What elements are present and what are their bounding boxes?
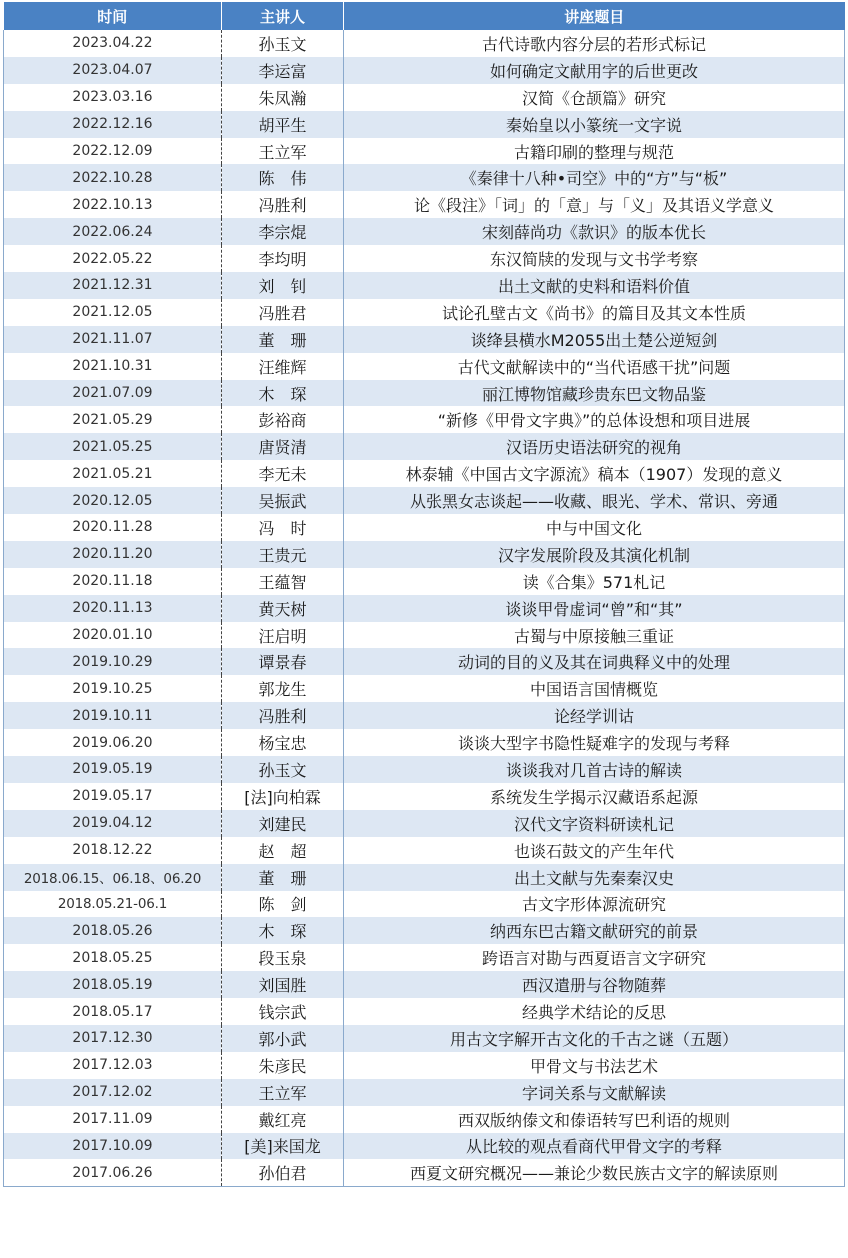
table-row — [4, 406, 845, 433]
table-row — [4, 191, 845, 218]
table-row — [4, 353, 845, 380]
table-row — [4, 514, 845, 541]
table-row — [4, 380, 845, 407]
table-row — [4, 138, 845, 165]
title-cell: 古代文献解读中的“当代语感干扰”问题 — [344, 353, 845, 380]
table-row — [4, 729, 845, 756]
date-cell: 2018.05.21-06.1 — [4, 891, 222, 918]
speaker-cell: 王贵元 — [222, 541, 344, 568]
title-cell: 谈谈大型字书隐性疑难字的发现与考释 — [344, 729, 845, 756]
title-cell: 汉字发展阶段及其演化机制 — [344, 541, 845, 568]
table-row — [4, 675, 845, 702]
title-cell: 读《合集》571札记 — [344, 568, 845, 595]
table-row — [4, 326, 845, 353]
date-cell: 2020.12.05 — [4, 487, 222, 514]
speaker-cell: 刘国胜 — [222, 971, 344, 998]
header-title: 讲座题目 — [344, 2, 845, 30]
speaker-cell: 黄天树 — [222, 595, 344, 622]
title-cell: 字词关系与文献解读 — [344, 1079, 845, 1106]
speaker-cell: 朱彦民 — [222, 1052, 344, 1079]
date-cell: 2022.10.28 — [4, 164, 222, 191]
title-cell: 也谈石鼓文的产生年代 — [344, 837, 845, 864]
title-cell: 西夏文研究概况——兼论少数民族古文字的解读原则 — [344, 1159, 845, 1186]
table-row — [4, 622, 845, 649]
title-cell: 西汉遣册与谷物随葬 — [344, 971, 845, 998]
speaker-cell: 谭景春 — [222, 648, 344, 675]
date-cell: 2022.12.09 — [4, 138, 222, 165]
title-cell: 论《段注》「词」的「意」与「义」及其语义学意义 — [344, 191, 845, 218]
date-cell: 2021.12.05 — [4, 299, 222, 326]
speaker-cell: 李均明 — [222, 245, 344, 272]
date-cell: 2017.10.09 — [4, 1133, 222, 1160]
header-speaker: 主讲人 — [222, 2, 344, 30]
date-cell: 2018.12.22 — [4, 837, 222, 864]
table-row — [4, 1106, 845, 1133]
title-cell: 汉简《仓颉篇》研究 — [344, 84, 845, 111]
title-cell: 古文字形体源流研究 — [344, 891, 845, 918]
title-cell: 林泰辅《中国古文字源流》稿本（1907）发现的意义 — [344, 460, 845, 487]
speaker-cell: 王蕴智 — [222, 568, 344, 595]
date-cell: 2019.05.19 — [4, 756, 222, 783]
date-cell: 2022.06.24 — [4, 218, 222, 245]
speaker-cell: 汪维辉 — [222, 353, 344, 380]
title-cell: 论经学训诂 — [344, 702, 845, 729]
date-cell: 2018.05.17 — [4, 998, 222, 1025]
title-cell: 宋刻薛尚功《款识》的版本优长 — [344, 218, 845, 245]
date-cell: 2022.12.16 — [4, 111, 222, 138]
speaker-cell: 王立军 — [222, 138, 344, 165]
title-cell: 纳西东巴古籍文献研究的前景 — [344, 917, 845, 944]
speaker-cell: 钱宗武 — [222, 998, 344, 1025]
title-cell: 西双版纳傣文和傣语转写巴利语的规则 — [344, 1106, 845, 1133]
table-row — [4, 541, 845, 568]
title-cell: 出土文献与先秦秦汉史 — [344, 864, 845, 891]
title-cell: 跨语言对勘与西夏语言文字研究 — [344, 944, 845, 971]
table-row — [4, 1025, 845, 1052]
date-cell: 2017.12.30 — [4, 1025, 222, 1052]
title-cell: 如何确定文献用字的后世更改 — [344, 57, 845, 84]
table-row — [4, 272, 845, 299]
speaker-cell: 唐贤清 — [222, 433, 344, 460]
title-cell: 从张黑女志谈起——收藏、眼光、学术、常识、旁通 — [344, 487, 845, 514]
speaker-cell: 陈 剑 — [222, 891, 344, 918]
table-row — [4, 1133, 845, 1160]
table-row — [4, 84, 845, 111]
speaker-cell: 木 琛 — [222, 380, 344, 407]
date-cell: 2017.06.26 — [4, 1159, 222, 1186]
table-row — [4, 648, 845, 675]
speaker-cell: 冯胜利 — [222, 702, 344, 729]
date-cell: 2022.05.22 — [4, 245, 222, 272]
date-cell: 2018.05.26 — [4, 917, 222, 944]
speaker-cell: 冯 时 — [222, 514, 344, 541]
title-cell: 甲骨文与书法艺术 — [344, 1052, 845, 1079]
speaker-cell: 李无未 — [222, 460, 344, 487]
table-row — [4, 944, 845, 971]
title-cell: 古籍印刷的整理与规范 — [344, 138, 845, 165]
date-cell: 2021.11.07 — [4, 326, 222, 353]
table-row — [4, 245, 845, 272]
table-row — [4, 864, 845, 891]
title-cell: 从比较的观点看商代甲骨文字的考释 — [344, 1133, 845, 1160]
speaker-cell: [法]向柏霖 — [222, 783, 344, 810]
date-cell: 2019.05.17 — [4, 783, 222, 810]
speaker-cell: 木 琛 — [222, 917, 344, 944]
title-cell: “新修《甲骨文字典》”的总体设想和项目进展 — [344, 406, 845, 433]
speaker-cell: 朱凤瀚 — [222, 84, 344, 111]
title-cell: 谈绛县横水M2055出土楚公逆短剑 — [344, 326, 845, 353]
speaker-cell: 冯胜利 — [222, 191, 344, 218]
title-cell: 用古文字解开古文化的千古之谜（五题） — [344, 1025, 845, 1052]
date-cell: 2020.11.13 — [4, 595, 222, 622]
date-cell: 2018.05.25 — [4, 944, 222, 971]
table-row — [4, 164, 845, 191]
table-row — [4, 433, 845, 460]
date-cell: 2017.11.09 — [4, 1106, 222, 1133]
table-row — [4, 810, 845, 837]
speaker-cell: 胡平生 — [222, 111, 344, 138]
table-row — [4, 917, 845, 944]
date-cell: 2019.10.11 — [4, 702, 222, 729]
date-cell: 2019.06.20 — [4, 729, 222, 756]
title-cell: 汉语历史语法研究的视角 — [344, 433, 845, 460]
speaker-cell: 彭裕商 — [222, 406, 344, 433]
date-cell: 2018.05.19 — [4, 971, 222, 998]
date-cell: 2020.11.20 — [4, 541, 222, 568]
title-cell: 谈谈我对几首古诗的解读 — [344, 756, 845, 783]
date-cell: 2021.05.29 — [4, 406, 222, 433]
speaker-cell: 刘 钊 — [222, 272, 344, 299]
speaker-cell: 汪启明 — [222, 622, 344, 649]
date-cell: 2021.07.09 — [4, 380, 222, 407]
title-cell: 动词的目的义及其在词典释义中的处理 — [344, 648, 845, 675]
table-body — [4, 30, 845, 1187]
title-cell: 古代诗歌内容分层的若形式标记 — [344, 30, 845, 57]
speaker-cell: 刘建民 — [222, 810, 344, 837]
title-cell: 中国语言国情概览 — [344, 675, 845, 702]
table-row — [4, 57, 845, 84]
table-row — [4, 487, 845, 514]
date-cell: 2019.10.25 — [4, 675, 222, 702]
speaker-cell: 董 珊 — [222, 864, 344, 891]
title-cell: 古蜀与中原接触三重证 — [344, 622, 845, 649]
speaker-cell: 李运富 — [222, 57, 344, 84]
speaker-cell: 孙玉文 — [222, 30, 344, 57]
speaker-cell: 冯胜君 — [222, 299, 344, 326]
table-row — [4, 1052, 845, 1079]
speaker-cell: 董 珊 — [222, 326, 344, 353]
title-cell: 《秦律十八种•司空》中的“方”与“板” — [344, 164, 845, 191]
speaker-cell: 孙伯君 — [222, 1159, 344, 1186]
title-cell: 中与中国文化 — [344, 514, 845, 541]
speaker-cell: 李宗焜 — [222, 218, 344, 245]
date-cell: 2019.10.29 — [4, 648, 222, 675]
table-row — [4, 891, 845, 918]
date-cell: 2017.12.02 — [4, 1079, 222, 1106]
title-cell: 汉代文字资料研读札记 — [344, 810, 845, 837]
table-row — [4, 702, 845, 729]
date-cell: 2020.11.28 — [4, 514, 222, 541]
speaker-cell: 杨宝忠 — [222, 729, 344, 756]
table-row — [4, 1159, 845, 1186]
table-row — [4, 756, 845, 783]
date-cell: 2021.10.31 — [4, 353, 222, 380]
date-cell: 2023.03.16 — [4, 84, 222, 111]
table-row — [4, 111, 845, 138]
table-row — [4, 971, 845, 998]
title-cell: 秦始皇以小篆统一文字说 — [344, 111, 845, 138]
date-cell: 2021.12.31 — [4, 272, 222, 299]
table-row — [4, 218, 845, 245]
header-date: 时间 — [4, 2, 222, 30]
table-row — [4, 837, 845, 864]
table-row — [4, 30, 845, 57]
date-cell: 2021.05.25 — [4, 433, 222, 460]
speaker-cell: 吴振武 — [222, 487, 344, 514]
title-cell: 试论孔壁古文《尚书》的篇目及其文本性质 — [344, 299, 845, 326]
table-row — [4, 1079, 845, 1106]
date-cell: 2023.04.07 — [4, 57, 222, 84]
speaker-cell: 郭小武 — [222, 1025, 344, 1052]
table-header — [4, 2, 845, 30]
table-row — [4, 595, 845, 622]
title-cell: 东汉简牍的发现与文书学考察 — [344, 245, 845, 272]
speaker-cell: 陈 伟 — [222, 164, 344, 191]
speaker-cell: 戴红亮 — [222, 1106, 344, 1133]
title-cell: 出土文献的史料和语料价值 — [344, 272, 845, 299]
date-cell: 2017.12.03 — [4, 1052, 222, 1079]
table-row — [4, 460, 845, 487]
speaker-cell: 孙玉文 — [222, 756, 344, 783]
speaker-cell: 郭龙生 — [222, 675, 344, 702]
speaker-cell: 赵 超 — [222, 837, 344, 864]
table-row — [4, 299, 845, 326]
date-cell: 2018.06.15、06.18、06.20 — [4, 864, 222, 891]
date-cell: 2023.04.22 — [4, 30, 222, 57]
title-cell: 丽江博物馆藏珍贵东巴文物品鉴 — [344, 380, 845, 407]
title-cell: 经典学术结论的反思 — [344, 998, 845, 1025]
table-row — [4, 568, 845, 595]
table-row — [4, 783, 845, 810]
date-cell: 2020.01.10 — [4, 622, 222, 649]
date-cell: 2021.05.21 — [4, 460, 222, 487]
title-cell: 系统发生学揭示汉藏语系起源 — [344, 783, 845, 810]
speaker-cell: 王立军 — [222, 1079, 344, 1106]
table-row — [4, 998, 845, 1025]
title-cell: 谈谈甲骨虚词“曾”和“其” — [344, 595, 845, 622]
lecture-table — [3, 2, 845, 1187]
date-cell: 2022.10.13 — [4, 191, 222, 218]
header-row — [4, 2, 845, 30]
date-cell: 2020.11.18 — [4, 568, 222, 595]
speaker-cell: 段玉泉 — [222, 944, 344, 971]
date-cell: 2019.04.12 — [4, 810, 222, 837]
speaker-cell: [美]来国龙 — [222, 1133, 344, 1160]
